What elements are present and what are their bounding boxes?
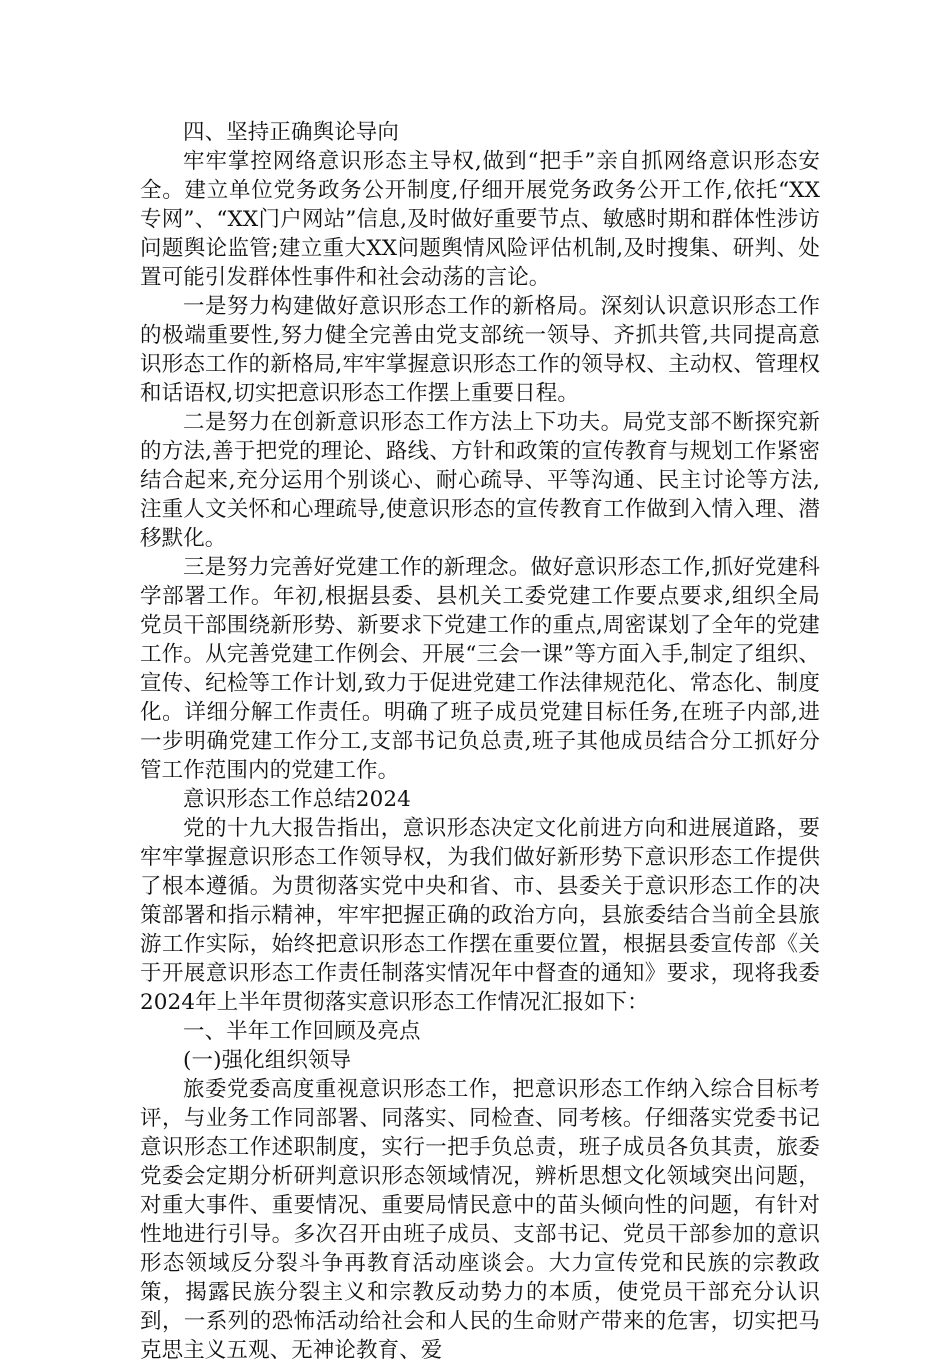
paragraph-nineteenth-congress: 党的十九大报告指出，意识形态决定文化前进方向和进展道路，要牢牢掌握意识形态工作领导权，为我们做好新形势下意识形态工作提供了根本遵循。为贯彻落实党中央和省、市、县委关于意识形态工作的决策部署和指示精神，牢牢把握正确的政治方向，县旅委结合当前全县旅游工作实际，始终把意识形态工作摆在重要位置，根据县委宣传部《关于开展意识形态工作责任制落实情况年中督查的通知》要求，现将我委2024年上半年贯彻落实意识形态工作情况汇报如下： (140, 816, 820, 1015)
section-heading-half-year-review: 一、半年工作回顾及亮点 (183, 1019, 421, 1044)
paragraph-second-new-methods: 二是努力在创新意识形态工作方法上下功夫。局党支部不断探究新的方法,善于把党的理论、路线、方针和政策的宣传教育与规划工作紧密结合起来,充分运用个别谈心、耐心疏导、平等沟通、民主讨论等方法,注重人文关怀和心理疏导,使意识形态的宣传教育工作做到入情入理、潜移默化。 (140, 410, 820, 551)
subsection-heading-organization: (一)强化组织领导 (183, 1048, 352, 1073)
paragraph-first-new-pattern: 一是努力构建做好意识形态工作的新格局。深刻认识意识形态工作的极端重要性,努力健全完善由党支部统一领导、齐抓共管,共同提高意识形态工作的新格局,牢牢掌握意识形态工作的领导权、主动权、管理权和话语权,切实把意识形态工作摆上重要日程。 (140, 294, 820, 406)
document-title-summary-2024: 意识形态工作总结2024 (183, 787, 411, 812)
paragraph-tourism-committee: 旅委党委高度重视意识形态工作，把意识形态工作纳入综合目标考评，与业务工作同部署、同落实、同检查、同考核。仔细落实党委书记意识形态工作述职制度，实行一把手负总责，班子成员各负其责，旅委党委会定期分析研判意识形态领域情况，辨析思想文化领域突出问题，对重大事件、重要情况、重要局情民意中的苗头倾向性的问题，有针对性地进行引导。多次召开由班子成员、支部书记、党员干部参加的意识形态领域反分裂斗争再教育活动座谈会。大力宣传党和民族的宗教政策，揭露民族分裂主义和宗教反动势力的本质，使党员干部充分认识到，一系列的恐怖活动给社会和人民的生命财产带来的危害，切实把马克思主义五观、无神论教育、爱 (140, 1077, 820, 1363)
document-page (140, 118, 820, 1365)
paragraph-network-ideology: 牢牢掌控网络意识形态主导权,做到“把手”亲自抓网络意识形态安全。建立单位党务政务公开制度,仔细开展党务政务公开工作,依托“XX专网”、“XX门户网站”信息,及时做好重要节点、敏感时期和群体性涉访问题舆论监管;建立重大XX问题舆情风险评估机制,及时搜集、研判、处置可能引发群体性事件和社会动荡的言论。 (140, 149, 820, 290)
section-heading-opinion-guidance: 四、坚持正确舆论导向 (183, 120, 400, 145)
paragraph-third-party-building: 三是努力完善好党建工作的新理念。做好意识形态工作,抓好党建科学部署工作。年初,根据县委、县机关工委党建工作要点要求,组织全局党员干部围绕新形势、新要求下党建工作的重点,周密谋划了全年的党建工作。从完善党建工作例会、开展“三会一课”等方面入手,制定了组织、宣传、纪检等工作计划,致力于促进党建工作法律规范化、常态化、制度化。详细分解工作责任。明确了班子成员党建目标任务,在班子内部,进一步明确党建工作分工,支部书记负总责,班子其他成员结合分工抓好分管工作范围内的党建工作。 (140, 555, 820, 783)
